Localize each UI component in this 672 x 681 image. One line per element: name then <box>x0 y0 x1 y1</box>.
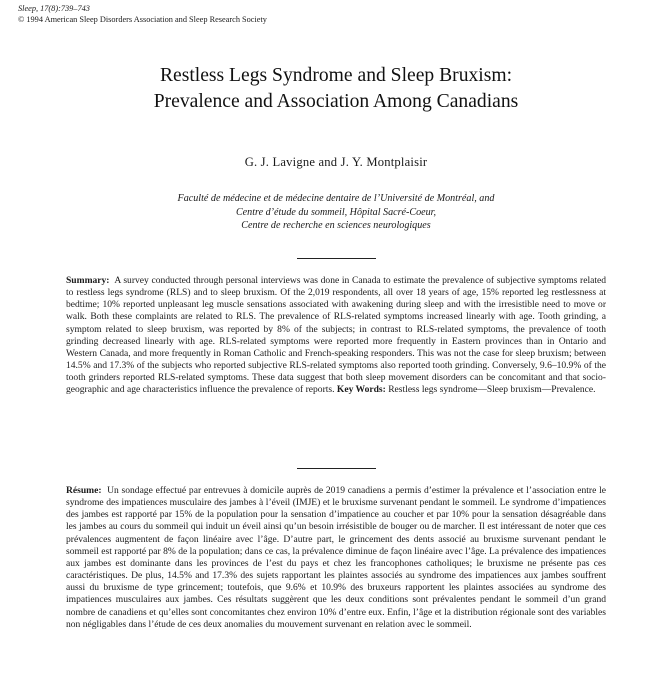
journal-header <box>18 4 267 25</box>
summary-text: A survey conducted through personal interviews was done in Canada to estimate the prevalence of subjective symptoms related to restless legs syndrome (RLS) and to sleep bruxism. Of the 2,019 respondents, all over 18 years of age, 15% reported leg restlessness at bedtime; 10% reported unpleasant leg muscle sensations associated with awakening during sleep and with the irresistible need to move or walk. Both these complaints are related to RLS. The prevalence of RLS-related symptoms increased linearly with age. Tooth grinding, a symptom related to sleep bruxism, was reported by 8% of the subjects; in contrast to RLS-related symptoms, the prevalence of tooth grinding decreased linearly with age. RLS-related symptoms were reported more frequently in Eastern provinces than in Ontario and Western Canada, and more frequently in Roman Catholic and French-speaking responders. This was not the case for sleep bruxism; between 14.5% and 17.3% of the subjects who reported subjective RLS-related symptoms also reported tooth grinding. Conversely, 9.6–10.9% of the tooth grinders reported RLS-related symptoms. These data suggest that both sleep movement disorders can be concomitant and that socio-geographic and age characteristics influence the prevalence of reports. <box>66 275 607 396</box>
copyright-line: © 1994 American Sleep Disorders Association and Sleep Research Society <box>18 14 267 24</box>
affiliation-line-2: Centre d’étude du sommeil, Hôpital Sacré-Coeur, <box>235 206 437 218</box>
affiliation <box>0 192 672 233</box>
summary-abstract <box>66 275 606 397</box>
title-line-2: Prevalence and Association Among Canadians <box>153 91 519 112</box>
resume-label: Résume: <box>66 485 102 496</box>
paper-title <box>0 63 672 115</box>
summary-label: Summary: <box>66 275 110 286</box>
affiliation-line-3: Centre de recherche en sciences neurologiques <box>241 220 431 232</box>
resume-abstract <box>66 485 606 631</box>
keywords-label: Key Words: <box>336 384 386 396</box>
title-line-1: Restless Legs Syndrome and Sleep Bruxism: <box>159 65 513 86</box>
resume-text: Un sondage effectué par entrevues à domicile auprès de 2019 canadiens a permis d’estimer la prévalence et l’association entre le syndrome des impatiences musculaire des jambes à l’éveil (IMJE) et le bruxisme survenant pendant le sommeil. Le syndrome d’impatiences des jambes est rapporté par 15% de la population pour la sensation d’impatience au coucher et par 10% pour la sensation désagréable dans les jambes au cours du sommeil qui induit un éveil ainsi qu’un besoin irrésistible de bouger ou de marcher. Il est intéressant de noter que ces prévalences augmentent de façon linéaire avec l’âge. D’autre part, le grincement des dents associé au bruxisme survenant pendant le sommeil est rapporté par 8% de la population; dans ce cas, la prévalence diminue de façon linéaire avec l’âge. La prévalence des impatiences aux jambes est dominante dans les provinces de l’est du pays et chez les francophones catholiques; le bruxisme ne présente pas ces caractéristiques. De plus, 14.5% and 17.3% des sujets rapportant les plaintes associés au syndrome des impatiences aux jambes souffrent aussi du bruxisme de type grincement; toutefois, que 9.6% et 10.9% des bruxeurs rapportent les plaintes associées au syndrome des impatiences musculaires aux jambes. Ces résultats suggèrent que les deux conditions sont prévalentes pendant le sommeil d’un grand nombre de canadiens et qu’elles sont concomitantes chez environ 10% d’entre eux. Enfin, l’âge et la distribution régionale sont des variables non négligables dans l’étude de ces deux anomalies du mouvement survenant en relation avec le sommeil. <box>66 485 607 630</box>
authors: G. J. Lavigne and J. Y. Montplaisir <box>244 155 428 169</box>
affiliation-line-1: Faculté de médecine et de médecine dentaire de l’Université de Montréal, and <box>177 193 495 204</box>
journal-citation: Sleep, 17(8):739–743 <box>18 4 90 13</box>
keywords-text: Restless legs syndrome—Sleep bruxism—Prevalence. <box>388 384 596 396</box>
divider-rule-top <box>297 258 376 259</box>
divider-rule-middle <box>297 468 376 469</box>
